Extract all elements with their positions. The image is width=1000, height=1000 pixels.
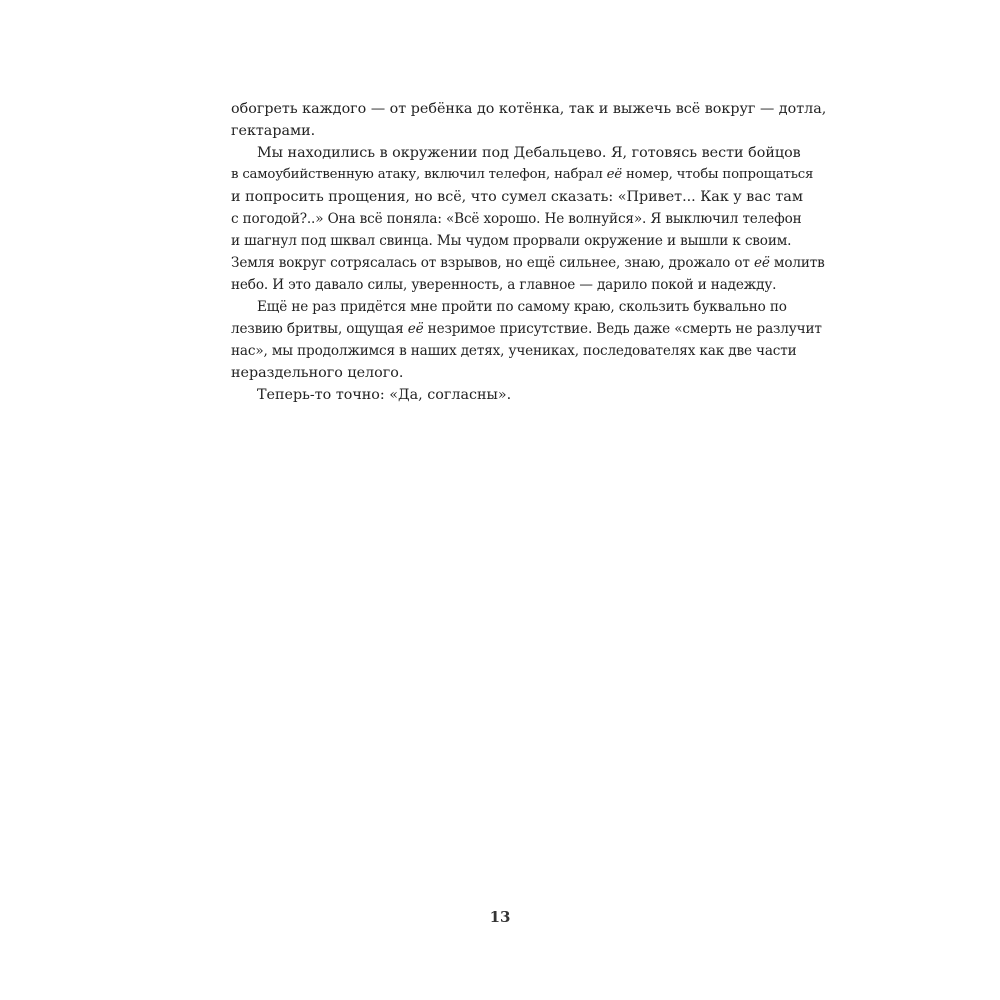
text-line: нераздельного целого. bbox=[231, 365, 404, 381]
text-line: нас», мы продолжимся в наших детях, учениках, последователях как две части bbox=[231, 343, 797, 359]
text-line: обогреть каждого — от ребёнка до котёнка, так и выжечь всё вокруг — дотла, bbox=[231, 101, 827, 117]
page-number: 13 bbox=[489, 908, 511, 926]
text-line: с погодой?..» Она всё поняла: «Всё хорошо. Не волнуйся». Я выключил телефон bbox=[231, 211, 802, 227]
text-line: Теперь-то точно: «Да, согласны». bbox=[257, 387, 512, 403]
emphasis: её bbox=[606, 167, 622, 182]
text-line: небо. И это давало силы, уверенность, а главное — дарило покой и надежду. bbox=[231, 277, 777, 293]
emphasis: её bbox=[407, 321, 424, 337]
text-line: Мы находились в окружении под Дебальцево. Я, готовясь вести бойцов bbox=[257, 145, 801, 161]
text-line: гектарами. bbox=[231, 123, 316, 139]
text-line: и попросить прощения, но всё, что сумел сказать: «Привет... Как у вас там bbox=[231, 189, 803, 205]
emphasis: её bbox=[753, 255, 770, 271]
body-text bbox=[231, 98, 827, 406]
text-line: Ещё не раз придётся мне пройти по самому краю, скользить буквально по bbox=[257, 299, 787, 315]
text-line: Земля вокруг сотрясалась от взрывов, но ещё сильнее, знаю, дрожало от её молитв bbox=[231, 255, 825, 271]
text-line: в самоубийственную атаку, включил телефон, набрал её номер, чтобы попрощаться bbox=[231, 167, 814, 182]
text-line: лезвию бритвы, ощущая её незримое присутствие. Ведь даже «смерть не разлучит bbox=[231, 321, 822, 337]
text-line: и шагнул под шквал свинца. Мы чудом прорвали окружение и вышли к своим. bbox=[231, 233, 792, 249]
